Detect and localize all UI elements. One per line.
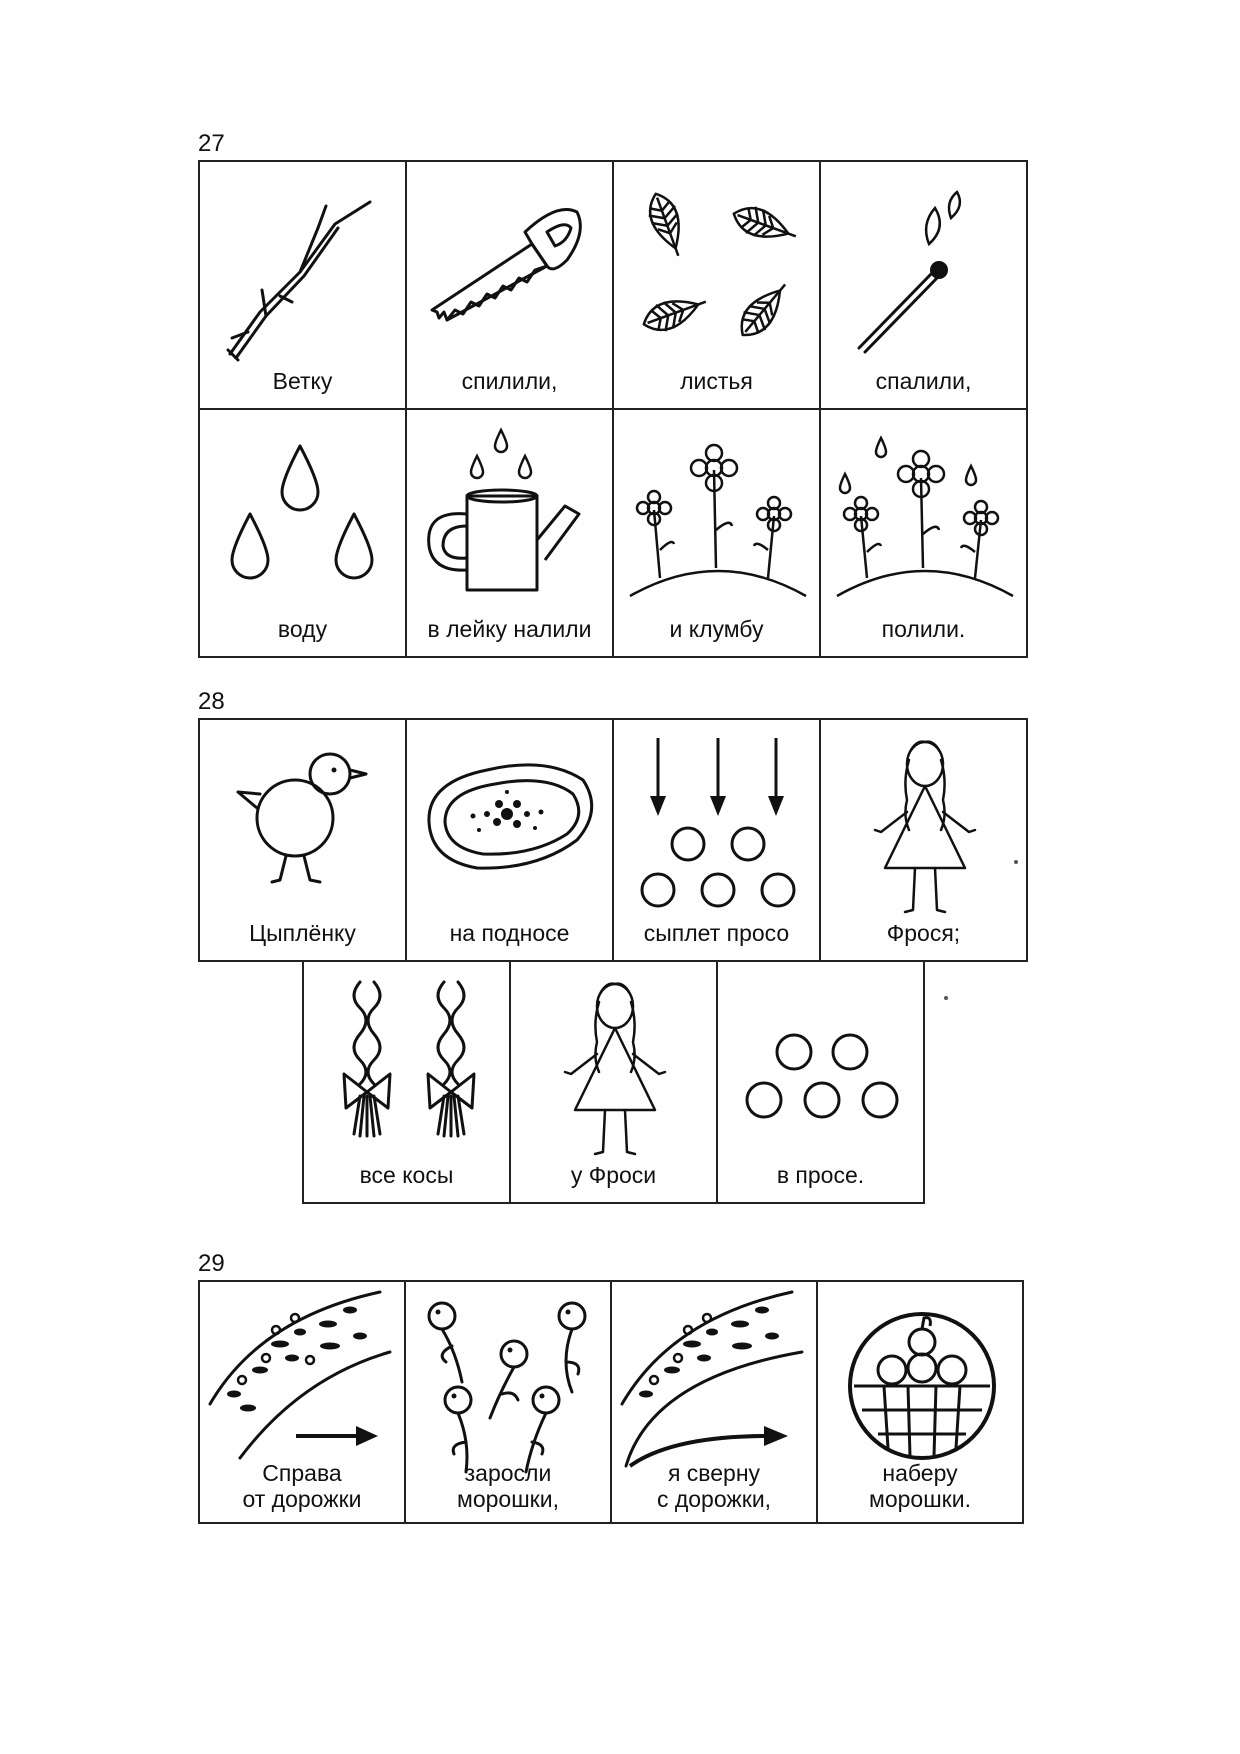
card-caption: все косы [359,1162,454,1188]
puzzle-number: 28 [198,688,225,715]
card-caption [406,1460,610,1512]
card-caption [818,1460,1022,1512]
picture-card [405,160,614,410]
card-caption: спилили, [461,368,558,394]
picture-card [612,408,821,658]
card-caption: Ветку [272,368,333,394]
picture-card [198,1280,406,1524]
caption-line: наберу [882,1460,958,1486]
caption-line: морошки. [869,1486,971,1512]
caption-line: морошки, [457,1486,559,1512]
caption-line: заросли [464,1460,552,1486]
picture-card [816,1280,1024,1524]
picture-card [612,718,821,962]
picture-card [819,408,1028,658]
card-caption: на подносе [449,920,570,946]
picture-card [716,960,925,1204]
scan-speck [1014,860,1018,864]
caption-line: я сверну [667,1460,761,1486]
picture-card [405,408,614,658]
card-caption: Цыплёнку [249,920,356,946]
caption-line: Справа [262,1460,342,1486]
picture-card [509,960,718,1204]
card-caption: в просе. [776,1162,865,1188]
card-caption: Фрося; [886,920,961,946]
scan-speck [944,996,948,1000]
picture-card [198,408,407,658]
picture-card [819,718,1028,962]
picture-card [198,160,407,410]
picture-card [198,718,407,962]
card-caption: спалили, [875,368,972,394]
card-caption: и клумбу [669,616,764,642]
card-caption: в лейку налили [427,616,592,642]
caption-line: с дорожки, [656,1486,772,1512]
picture-card [302,960,511,1204]
card-caption: у Фроси [570,1162,657,1188]
picture-card [405,718,614,962]
card-caption: воду [277,616,328,642]
caption-line: от дорожки [242,1486,362,1512]
puzzle-number: 27 [198,130,225,157]
card-caption: полили. [881,616,966,642]
card-caption [612,1460,816,1512]
card-caption: сыплет просо [643,920,790,946]
picture-card [819,160,1028,410]
card-caption [200,1460,404,1512]
card-caption: листья [680,368,753,394]
puzzle-number: 29 [198,1250,225,1277]
picture-card [610,1280,818,1524]
picture-card [612,160,821,410]
picture-card [404,1280,612,1524]
